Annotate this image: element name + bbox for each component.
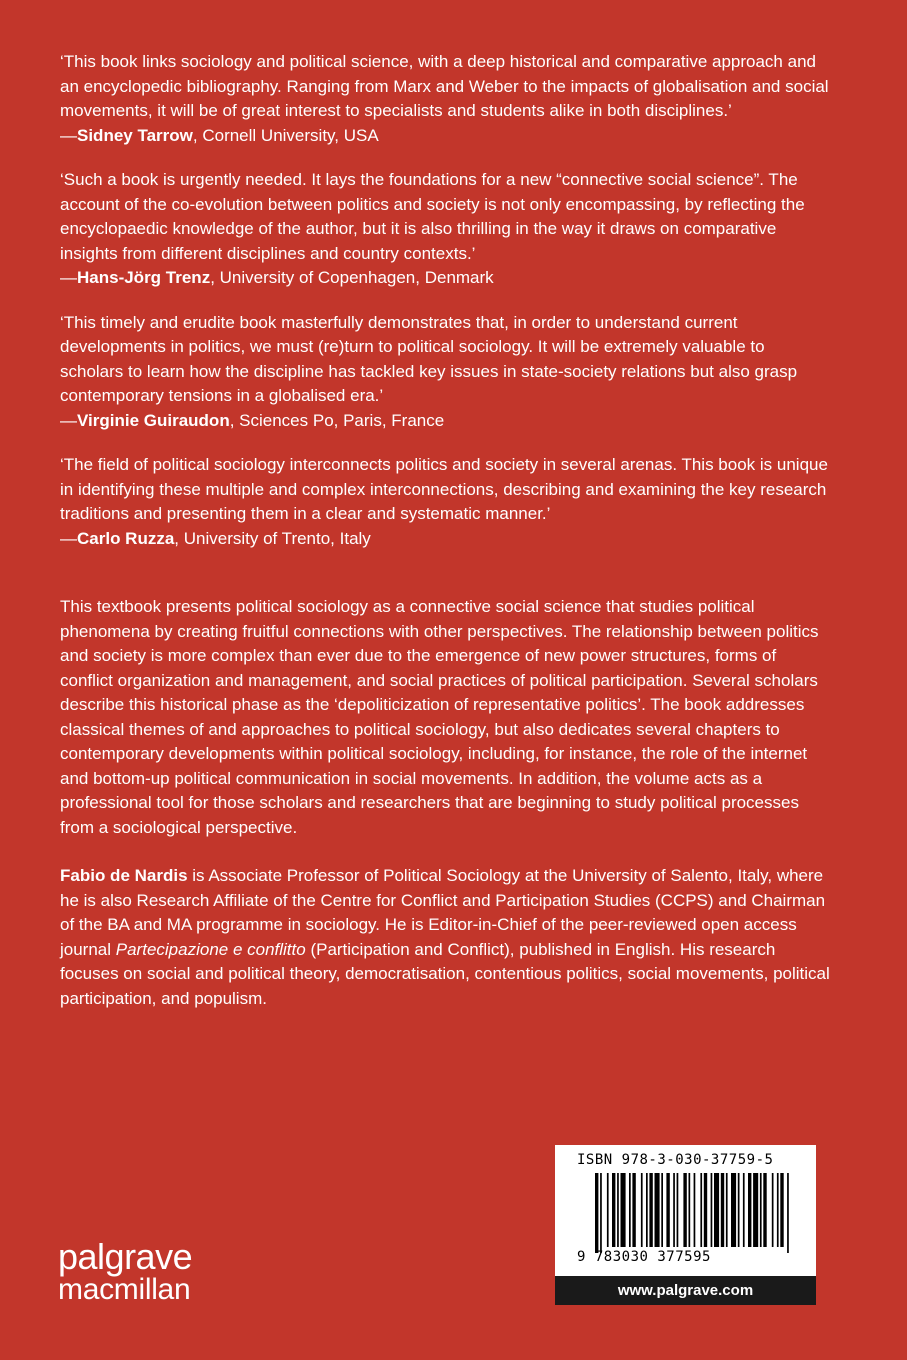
cover-text [60, 50, 830, 1028]
barcode-bar [655, 1173, 660, 1247]
barcode-bar [612, 1173, 615, 1247]
barcode-bar [743, 1173, 745, 1247]
dash: — [60, 268, 77, 287]
endorsement-attribution [60, 124, 830, 149]
barcode-bar [704, 1173, 707, 1247]
barcode-bar [661, 1173, 663, 1247]
barcode-bar [617, 1173, 619, 1247]
barcode-bar [748, 1173, 751, 1247]
barcode-digits: 9 783030 377595 [577, 1249, 711, 1265]
endorsement [60, 50, 830, 148]
endorsement-quote: ‘This timely and erudite book masterfully demonstrates that, in order to understand current developments in politics, we must (re)turn to political sociology. It will be extremely valuable to scholars to learn how the discipline has tackled key issues in state-society relations but also grasp contemporary tensions in a globalised era.’ [60, 312, 798, 405]
barcode-bar [738, 1173, 740, 1247]
barcode-bar [649, 1173, 652, 1247]
barcode-bar [607, 1173, 609, 1247]
dash: — [60, 410, 77, 430]
endorsement [60, 311, 830, 434]
isbn-label: ISBN 978-3-030-37759-5 [577, 1152, 774, 1168]
endorsement-quote: ‘Such a book is urgently needed. It lays the foundations for a new “connective social science”. The account of the co-evolution between politics and society is not only encompassing, by reflecting the encyclopaedic knowledge of the author, but it is also thrilling in the way it draws on comparative insights from different disciplines and country contexts.’ [60, 170, 805, 263]
endorsement-attribution [60, 527, 830, 552]
barcode-bar [632, 1173, 635, 1247]
endorsement-attribution [60, 409, 830, 434]
barcode-bar [677, 1173, 679, 1247]
barcode-bar [595, 1173, 598, 1253]
barcode-bar [621, 1173, 626, 1247]
barcode-bar [726, 1173, 728, 1247]
barcode-bar [629, 1173, 631, 1247]
barcode-bar [600, 1173, 602, 1253]
barcode-bar [711, 1173, 713, 1247]
logo-line-macmillan: macmillan [58, 1273, 191, 1306]
endorsement-quote: ‘The field of political sociology interconnects politics and society in several arenas. This book is unique in identifying these multiple and complex interconnections, describing and examining the key research traditions and presenting them in a clear and systematic manner.’ [60, 455, 828, 523]
barcode-bar [760, 1173, 762, 1247]
publisher-website[interactable]: www.palgrave.com [555, 1276, 816, 1305]
dash: — [60, 125, 77, 145]
barcode-bar [763, 1173, 766, 1247]
endorser-name: Sidney Tarrow [77, 125, 193, 145]
endorser-affiliation: , University of Copenhagen, Denmark [210, 268, 494, 287]
author-bio [60, 864, 830, 1011]
publisher-logo [58, 1236, 193, 1306]
endorsement-attribution [60, 266, 830, 291]
barcode-bar [787, 1173, 789, 1253]
barcode-bar [731, 1173, 736, 1247]
logo-line-palgrave: palgrave [58, 1236, 193, 1277]
barcode-bar [646, 1173, 648, 1247]
endorser-name: Carlo Ruzza [77, 528, 175, 548]
barcode-bar [777, 1173, 779, 1247]
endorser-affiliation: , University of Trento, Italy [174, 528, 371, 548]
dash: — [60, 528, 77, 548]
barcode-bar [683, 1173, 686, 1247]
isbn-barcode [555, 1145, 816, 1276]
author-name: Fabio de Nardis [60, 866, 188, 885]
endorsement [60, 168, 830, 291]
barcode-bar [666, 1173, 669, 1247]
endorsement [60, 453, 830, 551]
barcode-bar [753, 1173, 758, 1247]
barcode-bar [641, 1173, 643, 1247]
barcode-bar [673, 1173, 675, 1247]
endorsement-quote: ‘This book links sociology and political science, with a deep historical and comparative approach and an encyclopedic bibliography. Ranging from Marx and Weber to the impacts of globalisation and social movements, it will be of great interest to specialists and students alike in both disciplines.’ [60, 52, 829, 120]
barcode-bar [700, 1173, 702, 1247]
barcode-bar [780, 1173, 783, 1247]
endorser-affiliation: , Cornell University, USA [192, 125, 379, 145]
journal-title: Partecipazione e conflitto [115, 939, 306, 959]
barcode-bar [694, 1173, 696, 1247]
endorser-affiliation: , Sciences Po, Paris, France [229, 410, 445, 430]
barcode-bar [772, 1173, 774, 1247]
author-bio-text: is Associate Professor of Political Sociology at the University of Salento, Italy, where he is also Research Affiliate of the Centre for Conflict and Participation Studies (CCPS) and Chairman of the BA and MA programme in sociology. He is Editor-in-Chief of the peer-reviewed open access journal [60, 866, 826, 959]
endorser-name: Hans-Jörg Trenz [77, 268, 211, 287]
endorser-name: Virginie Guiraudon [77, 410, 230, 430]
barcode-bar [714, 1173, 719, 1247]
barcode-bar [721, 1173, 724, 1247]
author-bio-text-end: (Participation and Conflict), published in English. His research focuses on social and political theory, democratisation, contentious politics, social movements, political participation, and populism. [60, 939, 830, 1008]
book-description: This textbook presents political sociology as a connective social science that studies political phenomena by creating fruitful connections with other perspectives. The relationship between politics and society is more complex than ever due to the emergence of new power structures, forms of conflict organization and management, and social practices of political participation. Several scholars describe this historical phase as the ‘depoliticization of representative politics’. The book addresses classical themes of and approaches to political sociology, but also dedicates several chapters to contemporary developments within political sociology, including, for instance, the role of the internet and bottom-up political communication in social movements. In addition, the volume acts as a professional tool for those scholars and researchers that are beginning to study political processes from a sociological perspective. [60, 597, 819, 837]
barcode-bar [689, 1173, 691, 1247]
